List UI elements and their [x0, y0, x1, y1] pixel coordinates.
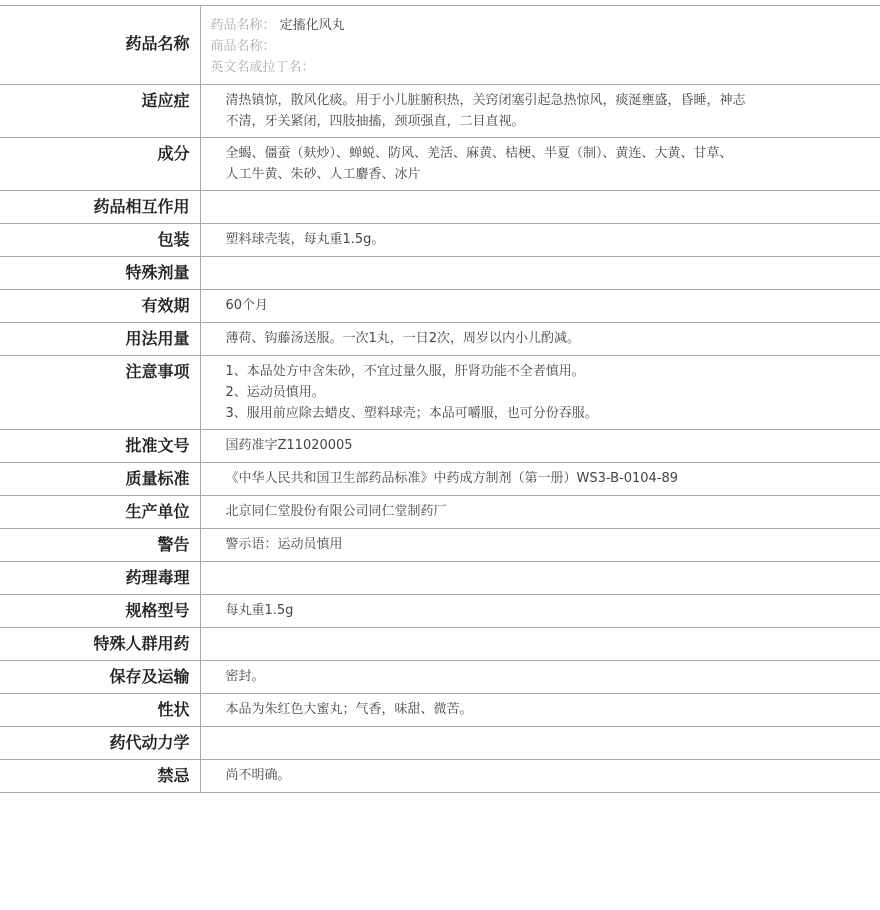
- spec-label: [0, 290, 200, 323]
- spec-label: [0, 430, 200, 463]
- spec-label-text: 药品名称: [125, 34, 190, 53]
- spec-label: [0, 694, 200, 727]
- spec-value: [200, 323, 880, 356]
- spec-label: [0, 562, 200, 595]
- spec-row: [0, 290, 880, 323]
- spec-label-text: 成分: [157, 144, 190, 163]
- spec-label-text: 质量标准: [125, 469, 190, 488]
- spec-value: [200, 463, 880, 496]
- spec-label-text: 生产单位: [125, 502, 190, 521]
- spec-label-text: 适应症: [141, 91, 190, 110]
- spec-label-text: 特殊人群用药: [93, 634, 190, 653]
- spec-label: [0, 224, 200, 257]
- spec-label-text: 性状: [157, 700, 190, 719]
- spec-value-line: 本品为朱红色大蜜丸；气香，味甜、微苦。: [225, 702, 473, 717]
- spec-value: [200, 290, 880, 323]
- spec-value: [200, 430, 880, 463]
- spec-value-line: 塑料球壳装，每丸重1.5g。: [225, 232, 385, 247]
- spec-label: [0, 191, 200, 224]
- spec-row: [0, 463, 880, 496]
- spec-row: [0, 496, 880, 529]
- spec-row: [0, 430, 880, 463]
- spec-value: [200, 595, 880, 628]
- spec-value-line: 国药准字Z11020005: [225, 438, 353, 453]
- generic-name-line: 药品名称： 定搐化风丸: [210, 18, 345, 33]
- spec-value-line: 《中华人民共和国卫生部药品标准》中药成方制剂（第一册）WS3-B-0104-89: [225, 471, 679, 486]
- spec-value: [200, 257, 880, 290]
- spec-value-line: 1、本品处方中含朱砂，不宜过量久服，肝肾功能不全者慎用。: [225, 364, 585, 379]
- spec-value: [200, 760, 880, 793]
- spec-row-drug-name: [0, 6, 880, 85]
- generic-name-value: 定搐化风丸: [279, 18, 345, 33]
- spec-row: [0, 356, 880, 430]
- spec-value-line: 3、服用前应除去蜡皮、塑料球壳；本品可嚼服，也可分份吞服。: [225, 406, 598, 421]
- spec-value-line: 全蝎、僵蚕（麸炒）、蝉蜕、防风、羌活、麻黄、桔梗、半夏（制）、黄连、大黄、甘草、: [225, 146, 733, 161]
- spec-label: [0, 356, 200, 430]
- spec-label: [0, 463, 200, 496]
- spec-value-line: 尚不明确。: [225, 768, 291, 783]
- spec-label-text: 药品相互作用: [93, 197, 190, 216]
- spec-row: [0, 529, 880, 562]
- spec-value: [200, 529, 880, 562]
- trade-name-line: 商品名称：: [210, 39, 276, 54]
- spec-value-line: 60个月: [225, 298, 269, 313]
- spec-row: [0, 191, 880, 224]
- spec-label: [0, 628, 200, 661]
- spec-value-line: 薄荷、钩藤汤送服。一次1丸，一日2次，周岁以内小儿酌减。: [225, 331, 581, 346]
- drug-spec-table: [0, 5, 880, 793]
- spec-value: [200, 496, 880, 529]
- spec-label-text: 有效期: [141, 296, 190, 315]
- english-name-line: 英文名或拉丁名：: [210, 60, 315, 75]
- generic-name-label: 药品名称: [210, 18, 263, 33]
- spec-row: [0, 323, 880, 356]
- spec-label: [0, 138, 200, 191]
- spec-label: [0, 257, 200, 290]
- spec-value: [200, 661, 880, 694]
- drug-names-cell: [200, 6, 880, 85]
- spec-row: [0, 257, 880, 290]
- spec-label: [0, 661, 200, 694]
- spec-label: [0, 529, 200, 562]
- spec-value: [200, 191, 880, 224]
- spec-label: [0, 727, 200, 760]
- spec-value-line: 人工牛黄、朱砂、人工麝香、冰片: [225, 167, 421, 182]
- english-name-label: 英文名或拉丁名: [210, 60, 302, 75]
- spec-label-text: 批准文号: [125, 436, 190, 455]
- spec-label-text: 禁忌: [157, 766, 190, 785]
- spec-label: [0, 496, 200, 529]
- spec-label-text: 规格型号: [125, 601, 190, 620]
- spec-row: [0, 85, 880, 138]
- spec-value-line: 每丸重1.5g: [225, 603, 294, 618]
- spec-value: [200, 628, 880, 661]
- spec-label-text: 注意事项: [125, 362, 190, 381]
- spec-value-line: 警示语：运动员慎用: [225, 537, 343, 552]
- spec-value: [200, 224, 880, 257]
- spec-value: [200, 85, 880, 138]
- spec-label-text: 药代动力学: [109, 733, 190, 752]
- spec-value-line: 密封。: [225, 669, 265, 684]
- trade-name-label: 商品名称: [210, 39, 263, 54]
- spec-row: [0, 760, 880, 793]
- spec-label-text: 包装: [157, 230, 190, 249]
- spec-label: [0, 6, 200, 85]
- spec-row: [0, 694, 880, 727]
- spec-row: [0, 224, 880, 257]
- spec-row: [0, 628, 880, 661]
- spec-row: [0, 661, 880, 694]
- spec-value-line: 清热镇惊，散风化痰。用于小儿脏腑积热，关窍闭塞引起急热惊风，痰涎壅盛，昏睡，神志: [225, 93, 746, 108]
- spec-value: [200, 138, 880, 191]
- spec-label-text: 用法用量: [125, 329, 190, 348]
- spec-label-text: 警告: [157, 535, 190, 554]
- spec-row: [0, 595, 880, 628]
- spec-label: [0, 595, 200, 628]
- spec-label: [0, 85, 200, 138]
- spec-row: [0, 727, 880, 760]
- spec-value: [200, 727, 880, 760]
- spec-label-text: 特殊剂量: [125, 263, 190, 282]
- spec-value: [200, 694, 880, 727]
- spec-label: [0, 760, 200, 793]
- spec-value-line: 北京同仁堂股份有限公司同仁堂制药厂: [225, 504, 447, 519]
- spec-row: [0, 138, 880, 191]
- spec-value: [200, 562, 880, 595]
- spec-label-text: 药理毒理: [125, 568, 190, 587]
- spec-label-text: 保存及运输: [109, 667, 190, 686]
- spec-value-line: 不清，牙关紧闭，四肢抽搐，颈项强直，二目直视。: [225, 114, 525, 129]
- spec-label: [0, 323, 200, 356]
- spec-row: [0, 562, 880, 595]
- spec-value-line: 2、运动员慎用。: [225, 385, 325, 400]
- drug-spec-body: [0, 6, 880, 793]
- spec-value: [200, 356, 880, 430]
